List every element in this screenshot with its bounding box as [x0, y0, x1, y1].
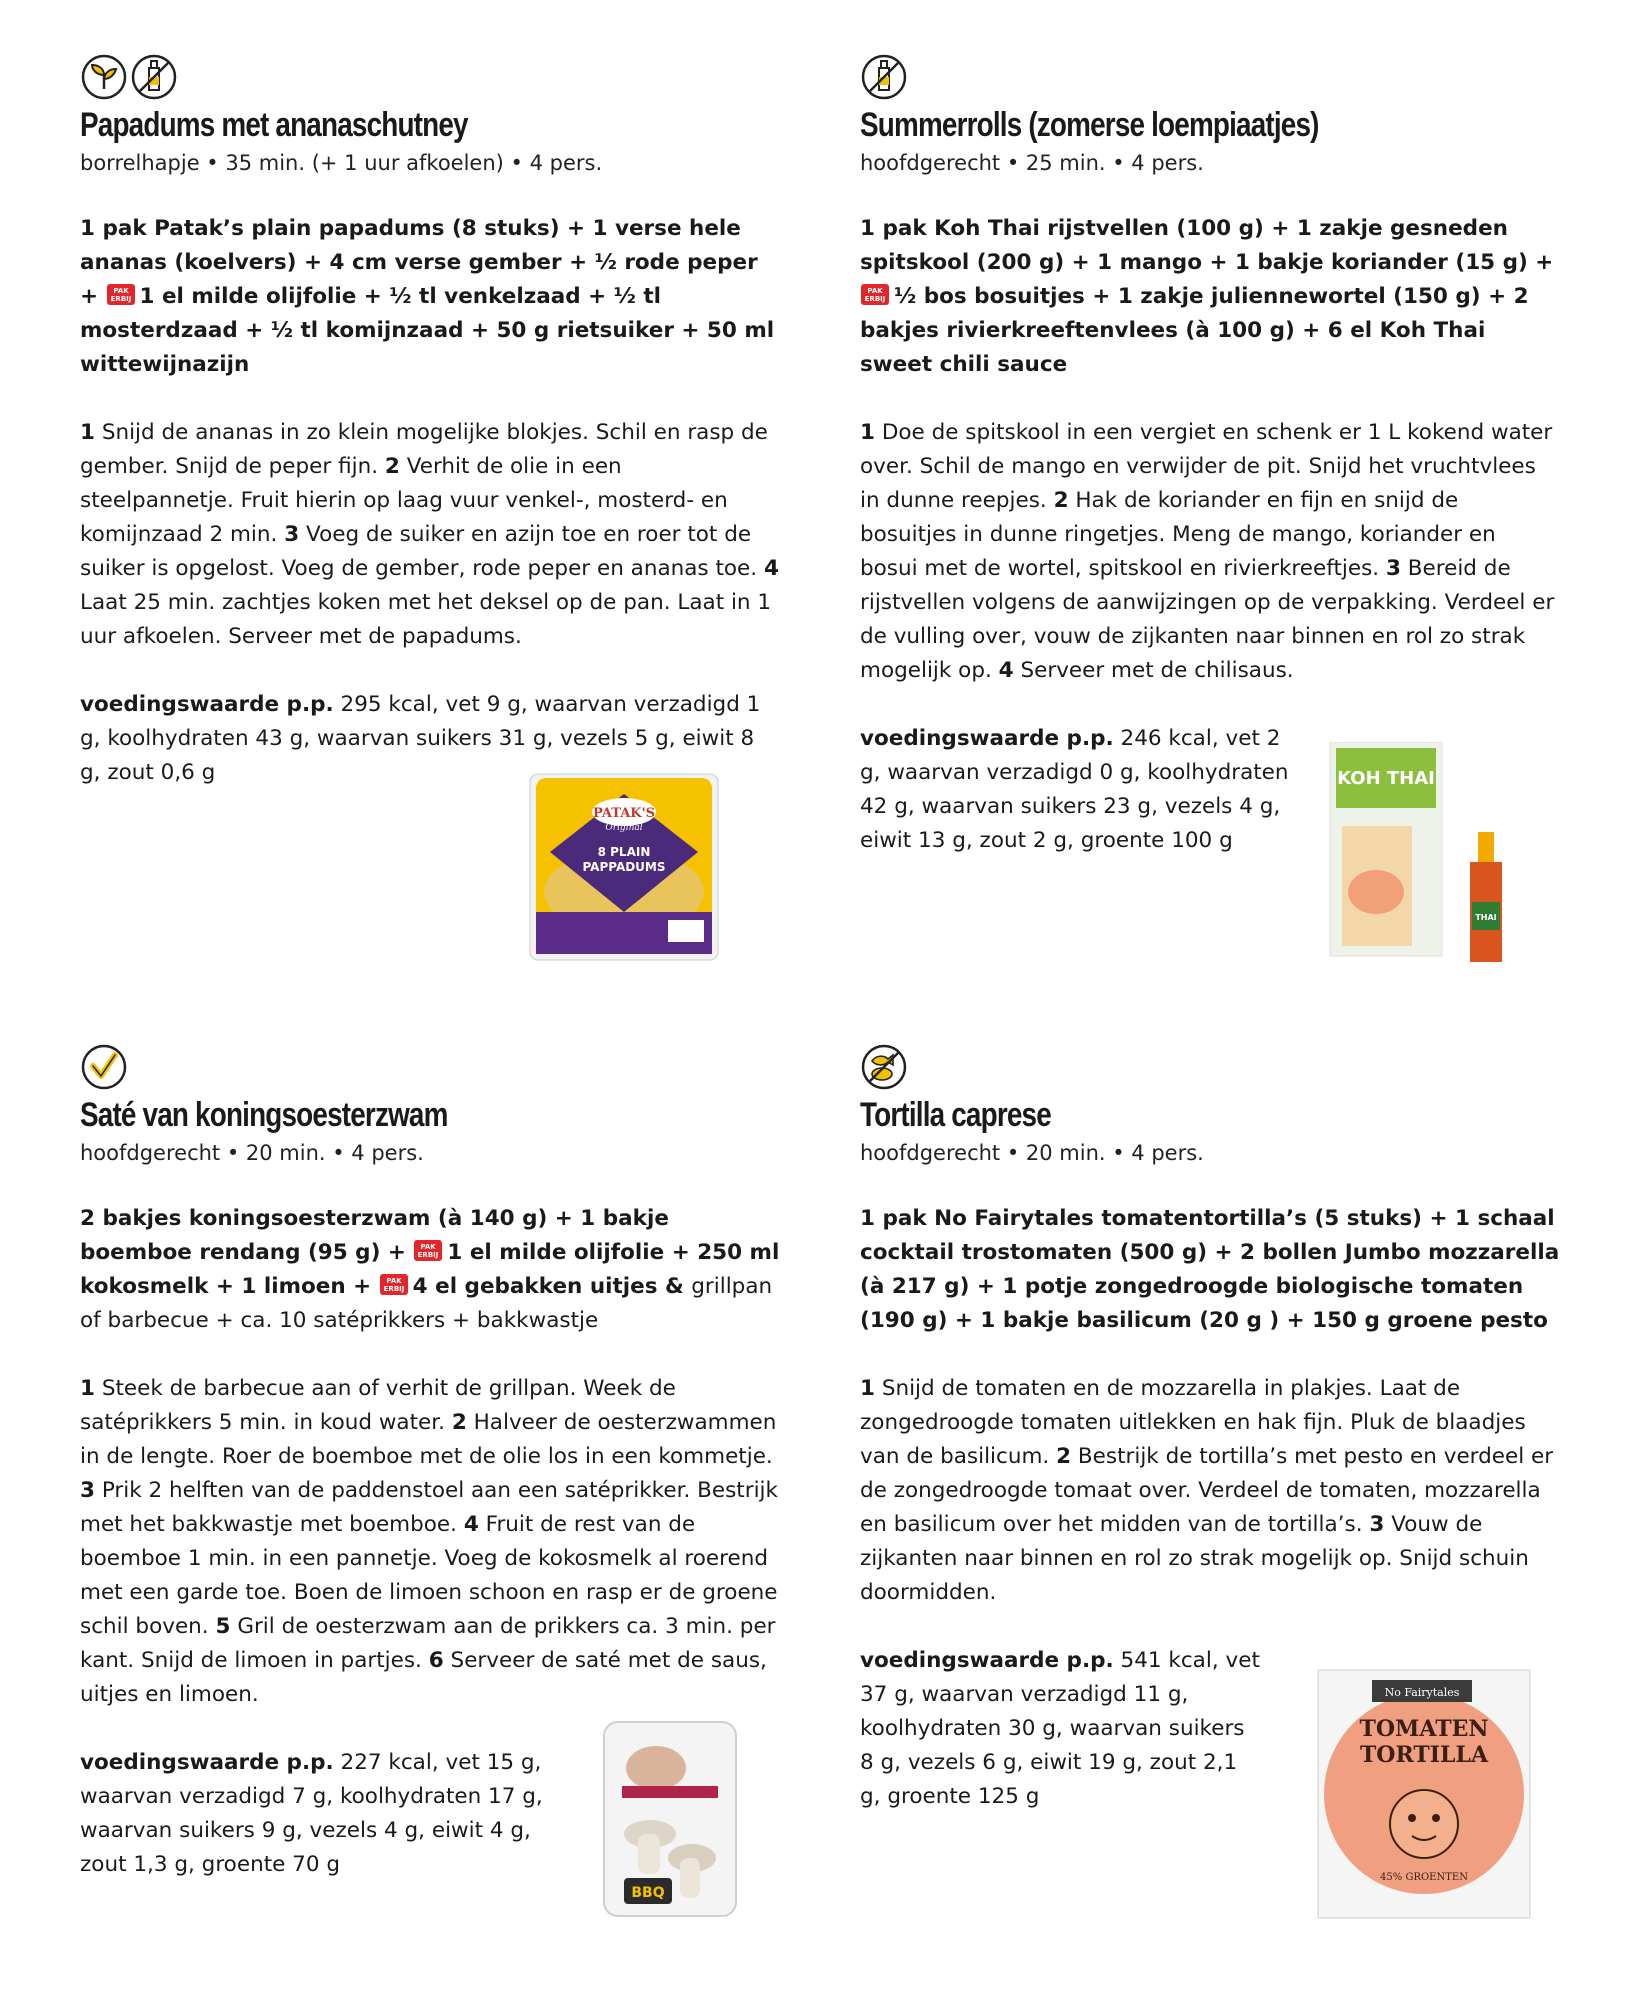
nutrition-info: voedingswaarde p.p. 227 kcal, vet 15 g, waarvan verzadigd 7 g, koolhydraten 17 g, waarvan suikers 9 g, vezels 4 g, eiwit 4 g, zout 1,3 g, groente 70 g — [80, 1750, 543, 1877]
ingredients-text: 1 el milde olijfolie + 250 ml kokosmelk + 1 limoen + — [80, 1240, 780, 1299]
svg-text:TORTILLA: TORTILLA — [1359, 1742, 1489, 1768]
svg-text:PATAK'S: PATAK'S — [593, 806, 655, 821]
diet-icons — [80, 52, 780, 102]
recipe-meta: borrelhapje • 35 min. (+ 1 uur afkoelen) • 4 pers. — [80, 151, 603, 175]
svg-text:KOH THAI: KOH THAI — [1337, 768, 1435, 789]
svg-text:ERBIJ: ERBIJ — [864, 295, 886, 303]
svg-text:PAPPADUMS: PAPPADUMS — [582, 860, 666, 874]
product-image-oesterzwam — [600, 1718, 740, 1920]
pantry-pick-icon — [860, 282, 890, 307]
pantry-pick-icon — [106, 282, 136, 307]
svg-text:THAI: THAI — [1475, 913, 1497, 922]
ingredients-equipment: grillpan of barbecue + ca. 10 satéprikkers + bakkwastje — [80, 1274, 773, 1333]
svg-text:Original: Original — [605, 823, 643, 833]
svg-text:No Fairytales: No Fairytales — [1384, 1686, 1460, 1699]
product-image-tortilla — [1316, 1668, 1532, 1920]
vegetarian-check-icon — [80, 1043, 128, 1091]
pantry-pick-icon — [413, 1238, 443, 1263]
svg-text:45% GROENTEN: 45% GROENTEN — [1380, 1872, 1468, 1883]
ingredients — [860, 212, 1560, 382]
diet-icons — [860, 1042, 1560, 1092]
recipe-card-papadums — [80, 52, 780, 790]
svg-text:PAK: PAK — [420, 1243, 437, 1251]
ingredients-text: 1 pak Koh Thai rijstvellen (100 g) + 1 zakje gesneden spitskool (200 g) + 1 mango + 1 bakje koriander (15 g) + — [860, 216, 1554, 275]
product-image-papadums — [528, 772, 720, 962]
svg-text:BBQ: BBQ — [631, 1885, 665, 1901]
ingredients — [80, 212, 780, 382]
diet-icons — [80, 1042, 780, 1092]
no-alcohol-bottle-icon — [130, 53, 178, 101]
recipe-card-summerrolls — [860, 52, 1560, 858]
svg-text:PAK: PAK — [112, 287, 129, 295]
recipe-title: Saté van koningsoesterzwam — [80, 1096, 448, 1134]
svg-text:PAK: PAK — [386, 1277, 402, 1285]
ingredients-text: 1 pak Patak’s plain papadums (8 stuks) + 1 verse hele ananas (koelvers) + 4 cm verse gember + ½ rode peper + — [80, 216, 758, 309]
preparation-steps: 1 Doe de spitskool in een vergiet en schenk er 1 L kokend water over. Schil de mango en verwijder de pit. Snijd het vruchtvlees in dunne reepjes. 2 Hak de koriander en fijn en snijd de bosuitjes in dunne ringetjes. Meng de mango, koriander en bosui met de wortel, spitskool en rivierkreeftjes. 3 Bereid de rijstvellen volgens de aanwijzingen op de verpakking. Verdeel er de vulling over, vouw de zijkanten naar binnen en rol zo strak mogelijk op. 4 Serveer met de chilisaus. — [860, 420, 1555, 683]
ingredients-text: ½ bos bosuitjes + 1 zakje juliennewortel (150 g) + 2 bakjes rivierkreeftenvlees (à 100 g) + 6 el Koh Thai sweet chili sauce — [860, 284, 1529, 377]
recipe-meta: hoofdgerecht • 25 min. • 4 pers. — [860, 151, 1204, 175]
recipe-meta: hoofdgerecht • 20 min. • 4 pers. — [80, 1141, 424, 1165]
preparation-steps: 1 Snijd de ananas in zo klein mogelijke blokjes. Schil en rasp de gember. Snijd de peper fijn. 2 Verhit de olie in een steelpannetje. Fruit hierin op laag vuur venkel-, mosterd- en komijnzaad 2 min. 3 Voeg de suiker en azijn toe en roer tot de suiker is opgelost. Voeg de gember, rode peper en ananas toe. 4 Laat 25 min. zachtjes koken met het deksel op de pan. Laat in 1 uur afkoelen. Serveer met de papadums. — [80, 420, 779, 649]
recipe-title: Tortilla caprese — [860, 1096, 1051, 1134]
ingredients-text: 2 bakjes koningsoesterzwam (à 140 g) + 1 bakje boemboe rendang (95 g) + — [80, 1206, 669, 1265]
ingredients-text: 4 el gebakken uitjes & — [412, 1274, 684, 1299]
product-image-koh-thai — [1320, 742, 1520, 968]
svg-text:ERBIJ: ERBIJ — [110, 295, 131, 303]
diet-icons — [860, 52, 1560, 102]
ingredients — [80, 1202, 780, 1338]
no-alcohol-bottle-icon — [860, 53, 908, 101]
svg-text:8 PLAIN: 8 PLAIN — [597, 845, 651, 859]
svg-text:TOMATEN: TOMATEN — [1359, 1716, 1489, 1742]
svg-text:PAK: PAK — [867, 287, 883, 295]
recipe-title: Papadums met ananaschutney — [80, 106, 468, 144]
recipe-meta: hoofdgerecht • 20 min. • 4 pers. — [860, 1141, 1204, 1165]
nutrition-info: voedingswaarde p.p. 246 kcal, vet 2 g, waarvan verzadigd 0 g, koolhydraten 42 g, waarvan suikers 23 g, vezels 4 g, eiwit 13 g, zout 2 g, groente 100 g — [860, 726, 1289, 853]
preparation-steps: 1 Steek de barbecue aan of verhit de grillpan. Week de satéprikkers 5 min. in koud water. 2 Halveer de oesterzwammen in de lengte. Roer de boemboe met de olie los in een kommetje. 3 Prik 2 helften van de paddenstoel aan een satéprikker. Bestrijk met het bakkwastje met boemboe. 4 Fruit de rest van de boemboe 1 min. in een pannetje. Voeg de kokosmelk al roerend met een garde toe. Boen de limoen schoon en rasp er de groene schil boven. 5 Gril de oesterzwam aan de prikkers ca. 3 min. per kant. Snijd de limoen in partjes. 6 Serveer de saté met de saus, uitjes en limoen. — [80, 1376, 778, 1707]
nutrition-info: voedingswaarde p.p. 541 kcal, vet 37 g, waarvan verzadigd 11 g, koolhydraten 30 g, waarvan suikers 8 g, vezels 6 g, eiwit 19 g, zout 2,1 g, groente 125 g — [860, 1648, 1260, 1809]
svg-text:ERBIJ: ERBIJ — [383, 1285, 405, 1293]
vegan-leaf-icon — [80, 53, 128, 101]
preparation-steps: 1 Snijd de tomaten en de mozzarella in plakjes. Laat de zongedroogde tomaten uitlekken en hak fijn. Pluk de blaadjes van de basilicum. 2 Bestrijk de tortilla’s met pesto en verdeel er de zongedroogde tomaat over. Verdeel de tomaten, mozzarella en basilicum over het midden van de tortilla’s. 3 Vouw de zijkanten naar binnen en rol zo strak mogelijk op. Snijd schuin doormidden. — [860, 1376, 1554, 1605]
recipe-title: Summerrolls (zomerse loempiaatjes) — [860, 106, 1319, 144]
ingredients-text: 1 el milde olijfolie + ½ tl venkelzaad + ½ tl mosterdzaad + ½ tl komijnzaad + 50 g rietsuiker + 50 ml wittewijnazijn — [80, 284, 775, 377]
no-meat-fish-icon — [860, 1043, 908, 1091]
ingredients-text: 1 pak No Fairytales tomatentortilla’s (5 stuks) + 1 schaal cocktail trostomaten (500 g) + 2 bollen Jumbo mozzarella (à 217 g) + 1 potje zongedroogde biologische tomaten (190 g) + 1 bakje basilicum (20 g ) + 150 g groene pesto — [860, 1206, 1560, 1333]
svg-text:ERBIJ: ERBIJ — [418, 1251, 439, 1259]
ingredients — [860, 1202, 1560, 1338]
nutrition-info: voedingswaarde p.p. 295 kcal, vet 9 g, waarvan verzadigd 1 g, koolhydraten 43 g, waarvan suikers 31 g, vezels 5 g, eiwit 8 g, zout 0,6 g — [80, 692, 761, 785]
pantry-pick-icon — [379, 1272, 409, 1297]
